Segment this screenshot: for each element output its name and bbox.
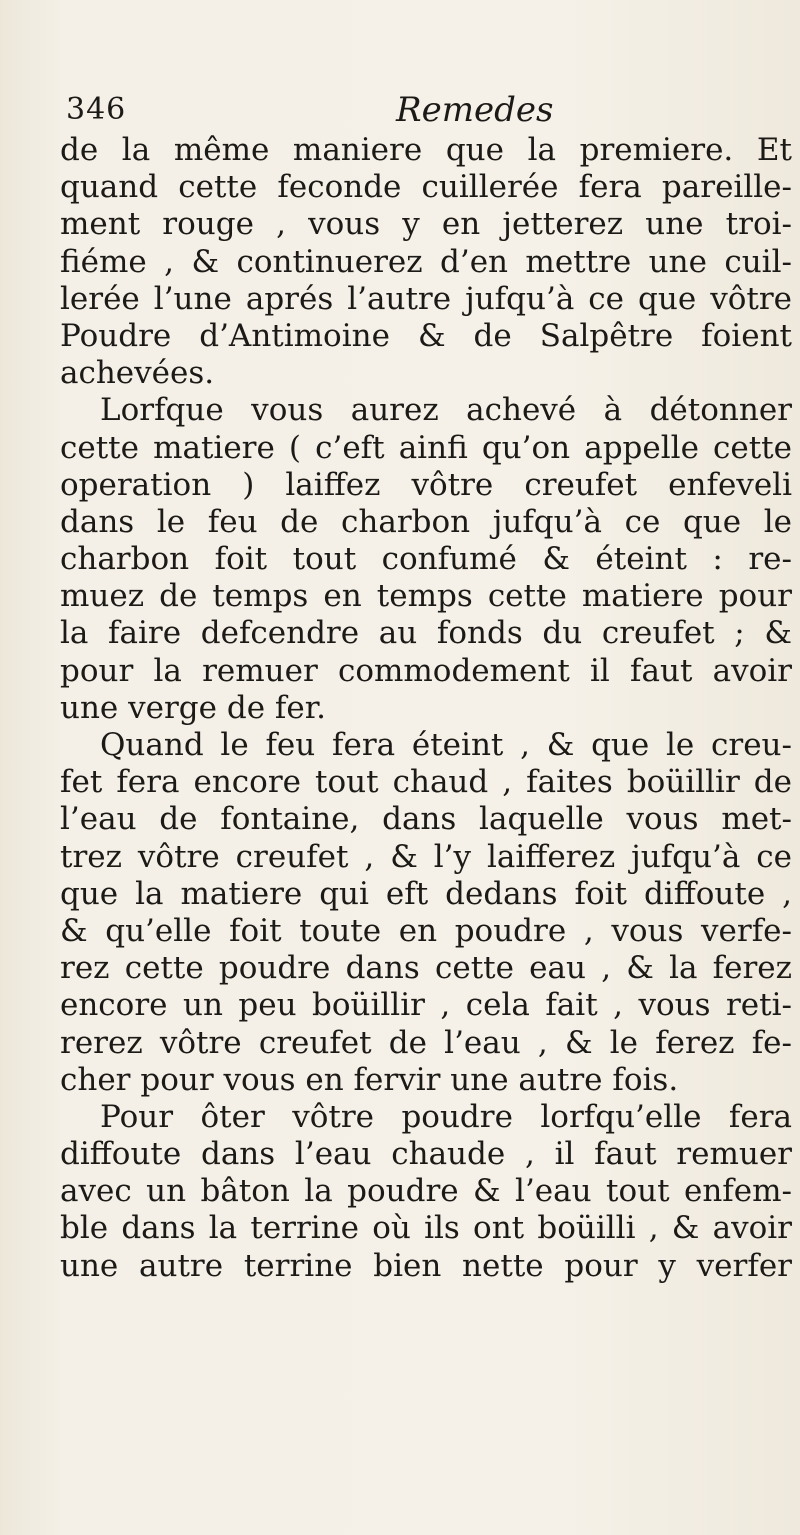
text-line: ment rouge , vous y en jetterez une troi- [60,206,792,243]
text-line: dans le feu de charbon jufqu’à ce que le [60,503,792,540]
text-line: rez cette poudre dans cette eau , & la ferez [60,950,792,987]
text-line: & qu’elle foit toute en poudre , vous verfe- [60,912,792,949]
text-line: achevées. [60,355,215,392]
text-line: trez vôtre creufet , & l’y laifferez jufqu’à ce [60,838,792,875]
text-line: une autre terrine bien nette pour y verfer [60,1247,792,1284]
text-line: ble dans la terrine où ils ont boüilli , & avoir [60,1210,792,1247]
page-header [66,92,766,136]
text-line: encore un peu boüillir , cela fait , vous reti- [60,987,792,1024]
text-line: operation ) laiffez vôtre creufet enfeveli [60,466,792,503]
text-line: Poudre d’Antimoine & de Salpêtre foient [60,317,792,354]
text-line: fiéme , & continuerez d’en mettre une cuil- [60,243,792,280]
text-line: Quand le feu fera éteint , & que le creu- [100,727,792,763]
text-line: avec un bâton la poudre & l’eau tout enfem- [60,1173,792,1210]
text-line: l’eau de fontaine, dans laquelle vous met- [60,801,792,838]
text-line: muez de temps en temps cette matiere pour [60,578,792,615]
text-line: la faire defcendre au fonds du creufet ; & [60,615,792,652]
body-text [60,132,792,1285]
text-line: quand cette feconde cuillerée fera pareille- [60,169,792,206]
page-number: 346 [66,92,127,127]
text-line: Lorfque vous aurez achevé à détonner [100,392,792,429]
text-line: rerez vôtre creufet de l’eau , & le ferez fe- [60,1024,792,1061]
text-line: fet fera encore tout chaud , faites boüillir de [60,764,792,801]
text-line: charbon foit tout confumé & éteint : re- [60,541,792,578]
running-title: Remedes [396,90,554,130]
text-line: une verge de fer. [60,689,326,726]
text-line: lerée l’une aprés l’autre jufqu’à ce que vôtre [60,280,792,317]
text-line: cher pour vous en fervir une autre fois. [60,1061,679,1098]
text-line: cette matiere ( c’eft ainfi qu’on appelle cette [60,429,792,466]
text-line: diffoute dans l’eau chaude , il faut remuer [60,1136,792,1173]
text-line: pour la remuer commodement il faut avoir [60,652,792,689]
text-line: de la même maniere que la premiere. Et [60,132,792,168]
text-line: que la matiere qui eft dedans foit diffoute , [60,875,792,912]
text-line: Pour ôter vôtre poudre lorfqu’elle fera [100,1098,792,1135]
